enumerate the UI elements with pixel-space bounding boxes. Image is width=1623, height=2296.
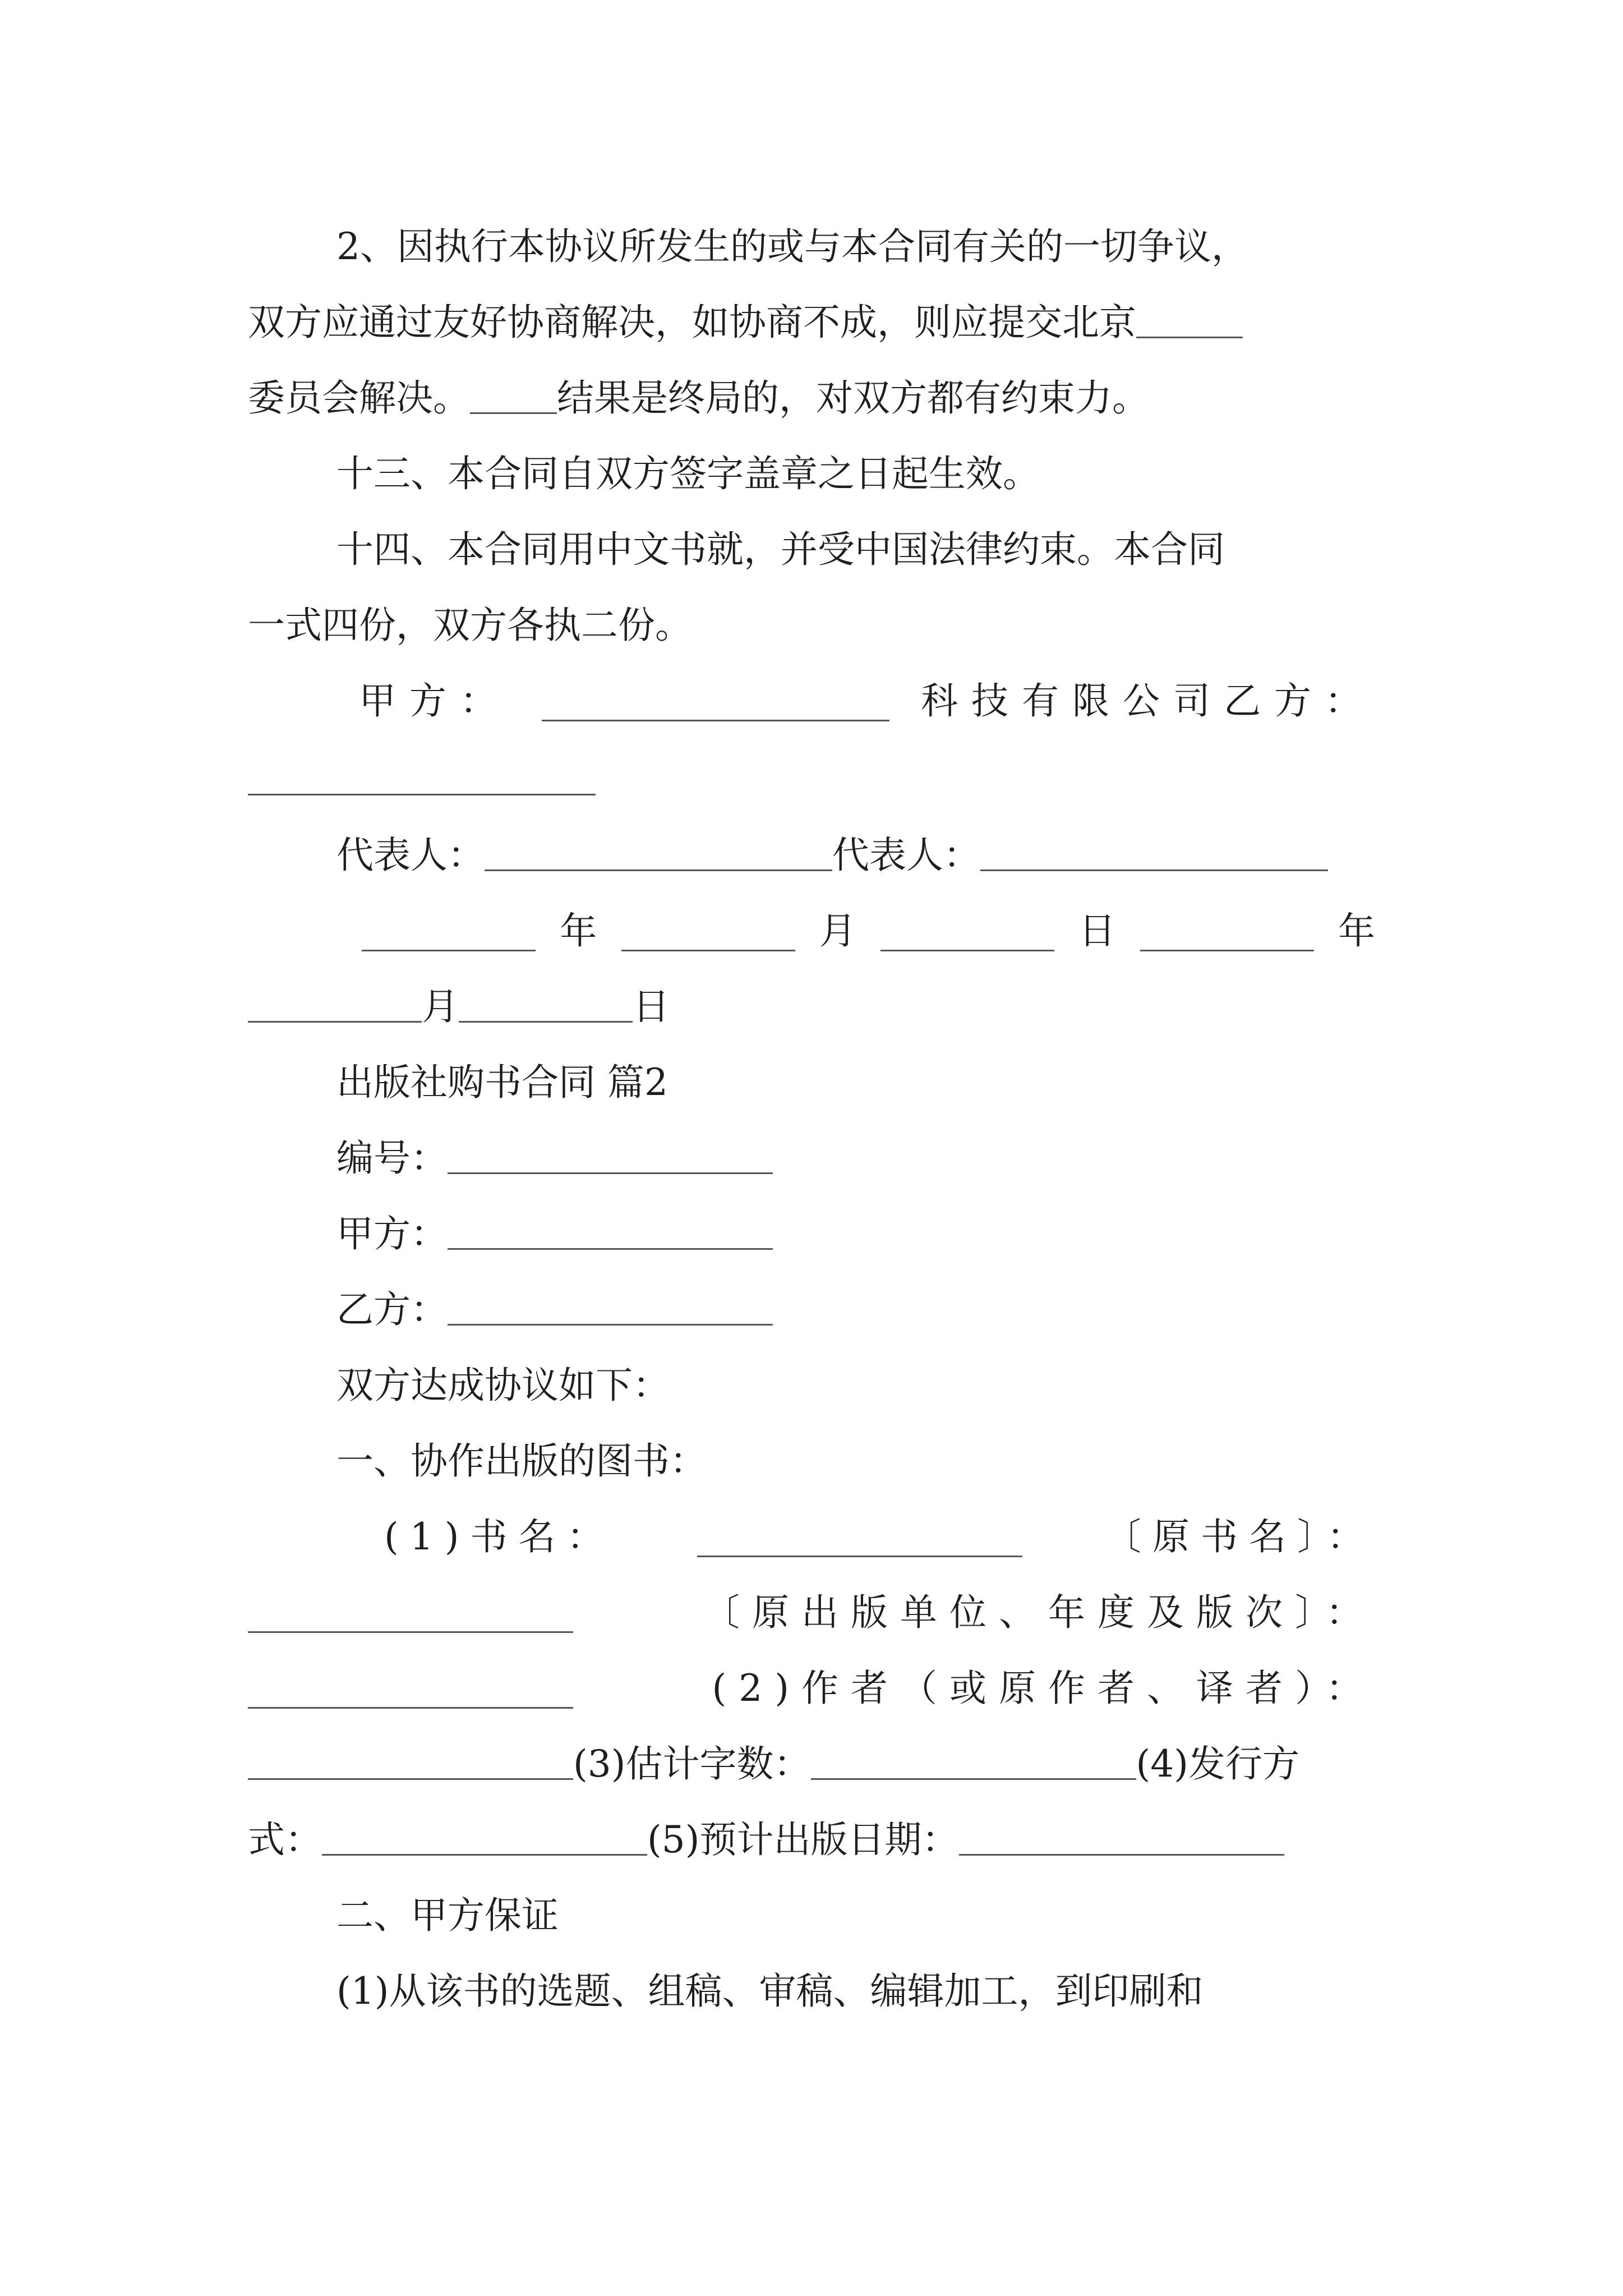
signature-line-representatives: 代表人： 代表人： (336, 827, 1375, 884)
year-a-blank[interactable] (362, 912, 536, 951)
blank-underline[interactable] (470, 374, 557, 414)
party-a-line: 甲方： (336, 1206, 1375, 1262)
book-name-line: (1)书名： 〔原书名〕： (384, 1515, 1375, 1558)
word-count-line: (3)估计字数： (4)发行方 (248, 1736, 1375, 1792)
word-count-blank[interactable] (811, 1740, 1136, 1780)
author-blank[interactable] (248, 1740, 573, 1780)
month-b-blank[interactable] (248, 983, 422, 1023)
signature-date-line: 年 月 日 年 (362, 903, 1375, 959)
day-b-blank[interactable] (459, 983, 633, 1023)
month-a-blank[interactable] (621, 912, 795, 951)
party-b-field[interactable] (448, 1286, 773, 1326)
issue-way-line: 式： (5)预计出版日期： (248, 1812, 1375, 1868)
orig-name-blank[interactable] (248, 1593, 573, 1633)
blank-underline[interactable] (1136, 298, 1243, 338)
party-a-field[interactable] (448, 1210, 773, 1250)
party-b-blank[interactable] (248, 756, 596, 795)
section-heading: 二、甲方保证 (336, 1894, 559, 1937)
paragraph-line: 双方应通过友好协商解决，如协商不成，则应提交北京 (248, 295, 1375, 351)
party-b-blank-line (248, 752, 1375, 808)
number-line: 编号： (336, 1130, 1375, 1186)
paragraph-line: (1)从该书的选题、组稿、审稿、编辑加工，到印刷和 (336, 1970, 1204, 2013)
orig-pub-line: 〔原出版单位、年度及版次〕： (248, 1585, 1375, 1641)
party-a-blank[interactable] (542, 682, 889, 721)
paragraph-line: 双方达成协议如下： (336, 1364, 670, 1407)
pub-date-blank[interactable] (959, 1816, 1284, 1856)
paragraph-line: 一、协作出版的图书： (336, 1439, 707, 1483)
rep-b-blank[interactable] (980, 831, 1328, 871)
day-a-blank[interactable] (880, 912, 1054, 951)
rep-a-blank[interactable] (485, 831, 832, 871)
section-title: 出版社购书合同 篇2 (336, 1061, 668, 1104)
paragraph-line: 十四、本合同用中文书就，并受中国法律约束。本合同 (336, 528, 1225, 571)
signature-line-parties: 甲方： 科技有限公司乙方： (359, 679, 1375, 723)
party-b-line: 乙方： (336, 1282, 1375, 1338)
paragraph-line: 委员会解决。 结果是终局的，对双方都有约束力。 (248, 370, 1375, 426)
number-blank[interactable] (448, 1134, 773, 1174)
paragraph-line: 2、因执行本协议所发生的或与本合同有关的一切争议， (336, 225, 1248, 268)
orig-pub-blank[interactable] (248, 1669, 573, 1709)
author-line: (2)作者（或原作者、译者）： (248, 1660, 1375, 1717)
paragraph-line: 一式四份，双方各执二份。 (248, 604, 692, 647)
year-b-blank[interactable] (1140, 912, 1314, 951)
book-name-blank[interactable] (697, 1517, 1022, 1557)
paragraph-line: 十三、本合同自双方签字盖章之日起生效。 (336, 452, 1040, 495)
signature-date-line: 月 日 (248, 979, 1375, 1035)
issue-way-blank[interactable] (322, 1816, 647, 1856)
